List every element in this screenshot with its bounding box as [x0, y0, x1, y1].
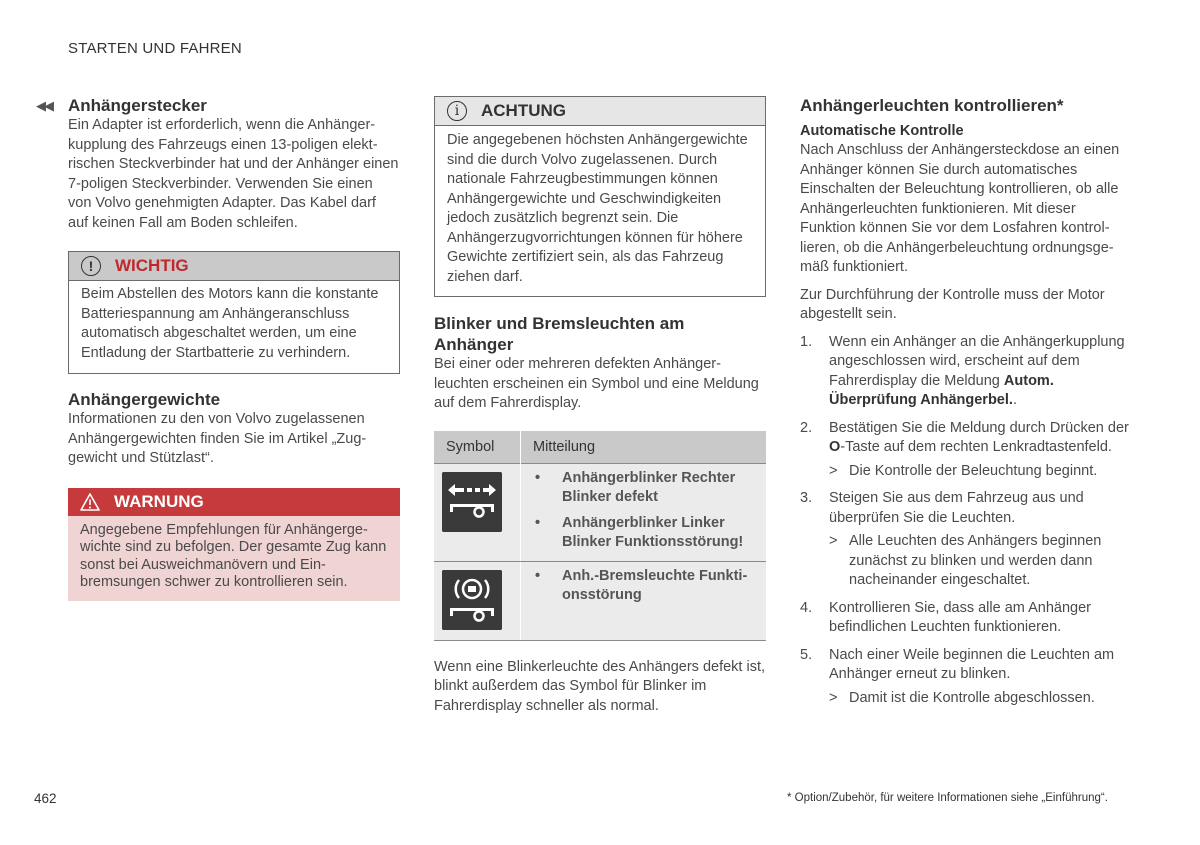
- column-1: [68, 96, 400, 601]
- paragraph: Ein Adapter ist erforderlich, wenn die Anhängerkupplung des Fahrzeugs einen 13-poligen elektrischen Steckverbinder hat und der Anhänger einen 7-poligen Steckverbinder. Verwenden Sie einen von Volvo genehmigten Adapter. Das Kabel darf auf keinen Fall am Boden schleifen.: [68, 117, 399, 231]
- list-item: 4. Kontrollieren Sie, dass alle am Anhänger befindlichen Leuchten funktionieren.: [800, 599, 1091, 635]
- paragraph: Informationen zu den von Volvo zugelassenen Anhängergewichten finden Sie im Artikel „Zuggewicht und Stützlast“.: [68, 411, 367, 466]
- warnung-box: [68, 488, 400, 601]
- list-item: 2. Bestätigen Sie die Meldung durch Drücken der O-Taste auf dem rechten Lenkradtastenfeld.: [800, 419, 1129, 455]
- paragraph: Bei einer oder mehreren defekten Anhängerleuchten erscheinen ein Symbol und eine Meldung auf dem Fahrerdisplay.: [434, 356, 759, 411]
- table-row: [434, 561, 766, 640]
- paragraph: Zur Durchführung der Kontrolle muss der Motor abgestellt sein.: [800, 286, 1105, 322]
- table-row: [434, 463, 766, 561]
- step-result: > Die Kontrolle der Beleuchtung beginnt.: [829, 462, 1098, 479]
- section-heading: Blinker und Bremsleuchten am Anhänger: [434, 314, 685, 354]
- info-circle-icon: i: [447, 101, 467, 121]
- section-heading: Anhängergewichte: [68, 390, 221, 409]
- list-item: • Anhängerblinker Linker Blinker Funktionsstörung!: [535, 514, 744, 550]
- achtung-header: [435, 97, 765, 126]
- table-header: Mitteilung: [521, 431, 767, 464]
- section-heading: Anhängerleuchten kontrollieren*: [800, 96, 1064, 115]
- double-chevron-left-icon[interactable]: ◀◀: [36, 98, 52, 113]
- steps-list: [800, 333, 1132, 458]
- subsection-heading: Automatische Kontrolle: [800, 123, 964, 139]
- trailer-brake-light-icon: [442, 570, 502, 630]
- paragraph: Nach Anschluss der Anhängersteckdose an einen Anhänger können Sie durch automatisches Einschalten der Beleuchtung kontrollieren, ob alle Anhängerleuchten funktionieren. Mit dieser Funktion können Sie vor dem Losfahren kontrollieren, ob die Anhängerbeleuchtung ordnungsgemäß funktioniert.: [800, 142, 1120, 275]
- step-result: > Alle Leuchten des Anhängers beginnen zunächst zu blinken und werden dann nacheinander eingeschaltet.: [829, 533, 1102, 588]
- table-header: Symbol: [434, 431, 521, 464]
- achtung-text: Die angegebenen höchsten Anhängergewichte sind die durch Volvo zugelassenen. Durch nationale Fahrzeugbestimmungen können Anhängergewichte und Geschwindigkeiten jedoch zusätzlich begrenzt sein. Die Anhängerzugvorrichtungen können für höhere Gewichte zertifiziert sein, als das Fahrzeug ziehen darf.: [447, 132, 748, 285]
- wichtig-box: [68, 251, 400, 374]
- footnote: * Option/Zubehör, für weitere Informationen siehe „Einführung“.: [787, 792, 1108, 804]
- warning-triangle-icon: [80, 493, 100, 511]
- symbol-table: [434, 431, 766, 641]
- chapter-title: STARTEN UND FAHREN: [68, 40, 242, 57]
- wichtig-text: Beim Abstellen des Motors kann die konstante Batteriespannung am Anhängeranschluss automatisch abgeschaltet werden, um eine Entladung der Startbatterie zu verhindern.: [81, 286, 379, 361]
- wichtig-header: [69, 252, 399, 281]
- warnung-title: WARNUNG: [114, 491, 204, 511]
- section-heading: Anhängerstecker: [68, 96, 207, 115]
- column-3: [800, 96, 1132, 708]
- list-item: 3. Steigen Sie aus dem Fahrzeug aus und überprüfen Sie die Leuchten.: [800, 490, 1084, 526]
- page-number: 462: [34, 791, 57, 806]
- column-2: [434, 96, 766, 716]
- warnung-text: Angegebene Empfehlungen für Anhängergewichte sind zu befolgen. Der gesamte Zug kann sonst bei Ausweichmanövern und Einbremsungen schwer zu kontrollieren sein.: [80, 521, 387, 590]
- step-result: > Damit ist die Kontrolle abgeschlossen.: [829, 689, 1095, 706]
- steps-list: [800, 599, 1132, 685]
- list-item: 5. Nach einer Weile beginnen die Leuchten am Anhänger erneut zu blinken.: [800, 646, 1115, 682]
- wichtig-title: WICHTIG: [115, 256, 189, 275]
- achtung-box: [434, 96, 766, 297]
- trailer-indicator-icon: [442, 472, 502, 532]
- list-item: • Anh.-Bremsleuchte Funktionsstörung: [535, 567, 748, 603]
- steps-list: [800, 489, 1132, 528]
- list-item: • Anhängerblinker Rechter Blinker defekt: [535, 469, 736, 505]
- achtung-title: ACHTUNG: [481, 101, 566, 120]
- paragraph: Wenn eine Blinkerleuchte des Anhängers defekt ist, blinkt außerdem das Symbol für Blinker im Fahrerdisplay schneller als normal.: [434, 658, 766, 714]
- list-item: 1. Wenn ein Anhänger an die Anhängerkupplung angeschlossen wird, erscheint auf dem Fahrerdisplay die Meldung Autom. Überprüfung Anhängerbel..: [800, 333, 1125, 408]
- warnung-header: [68, 488, 400, 516]
- exclamation-circle-icon: !: [81, 256, 101, 276]
